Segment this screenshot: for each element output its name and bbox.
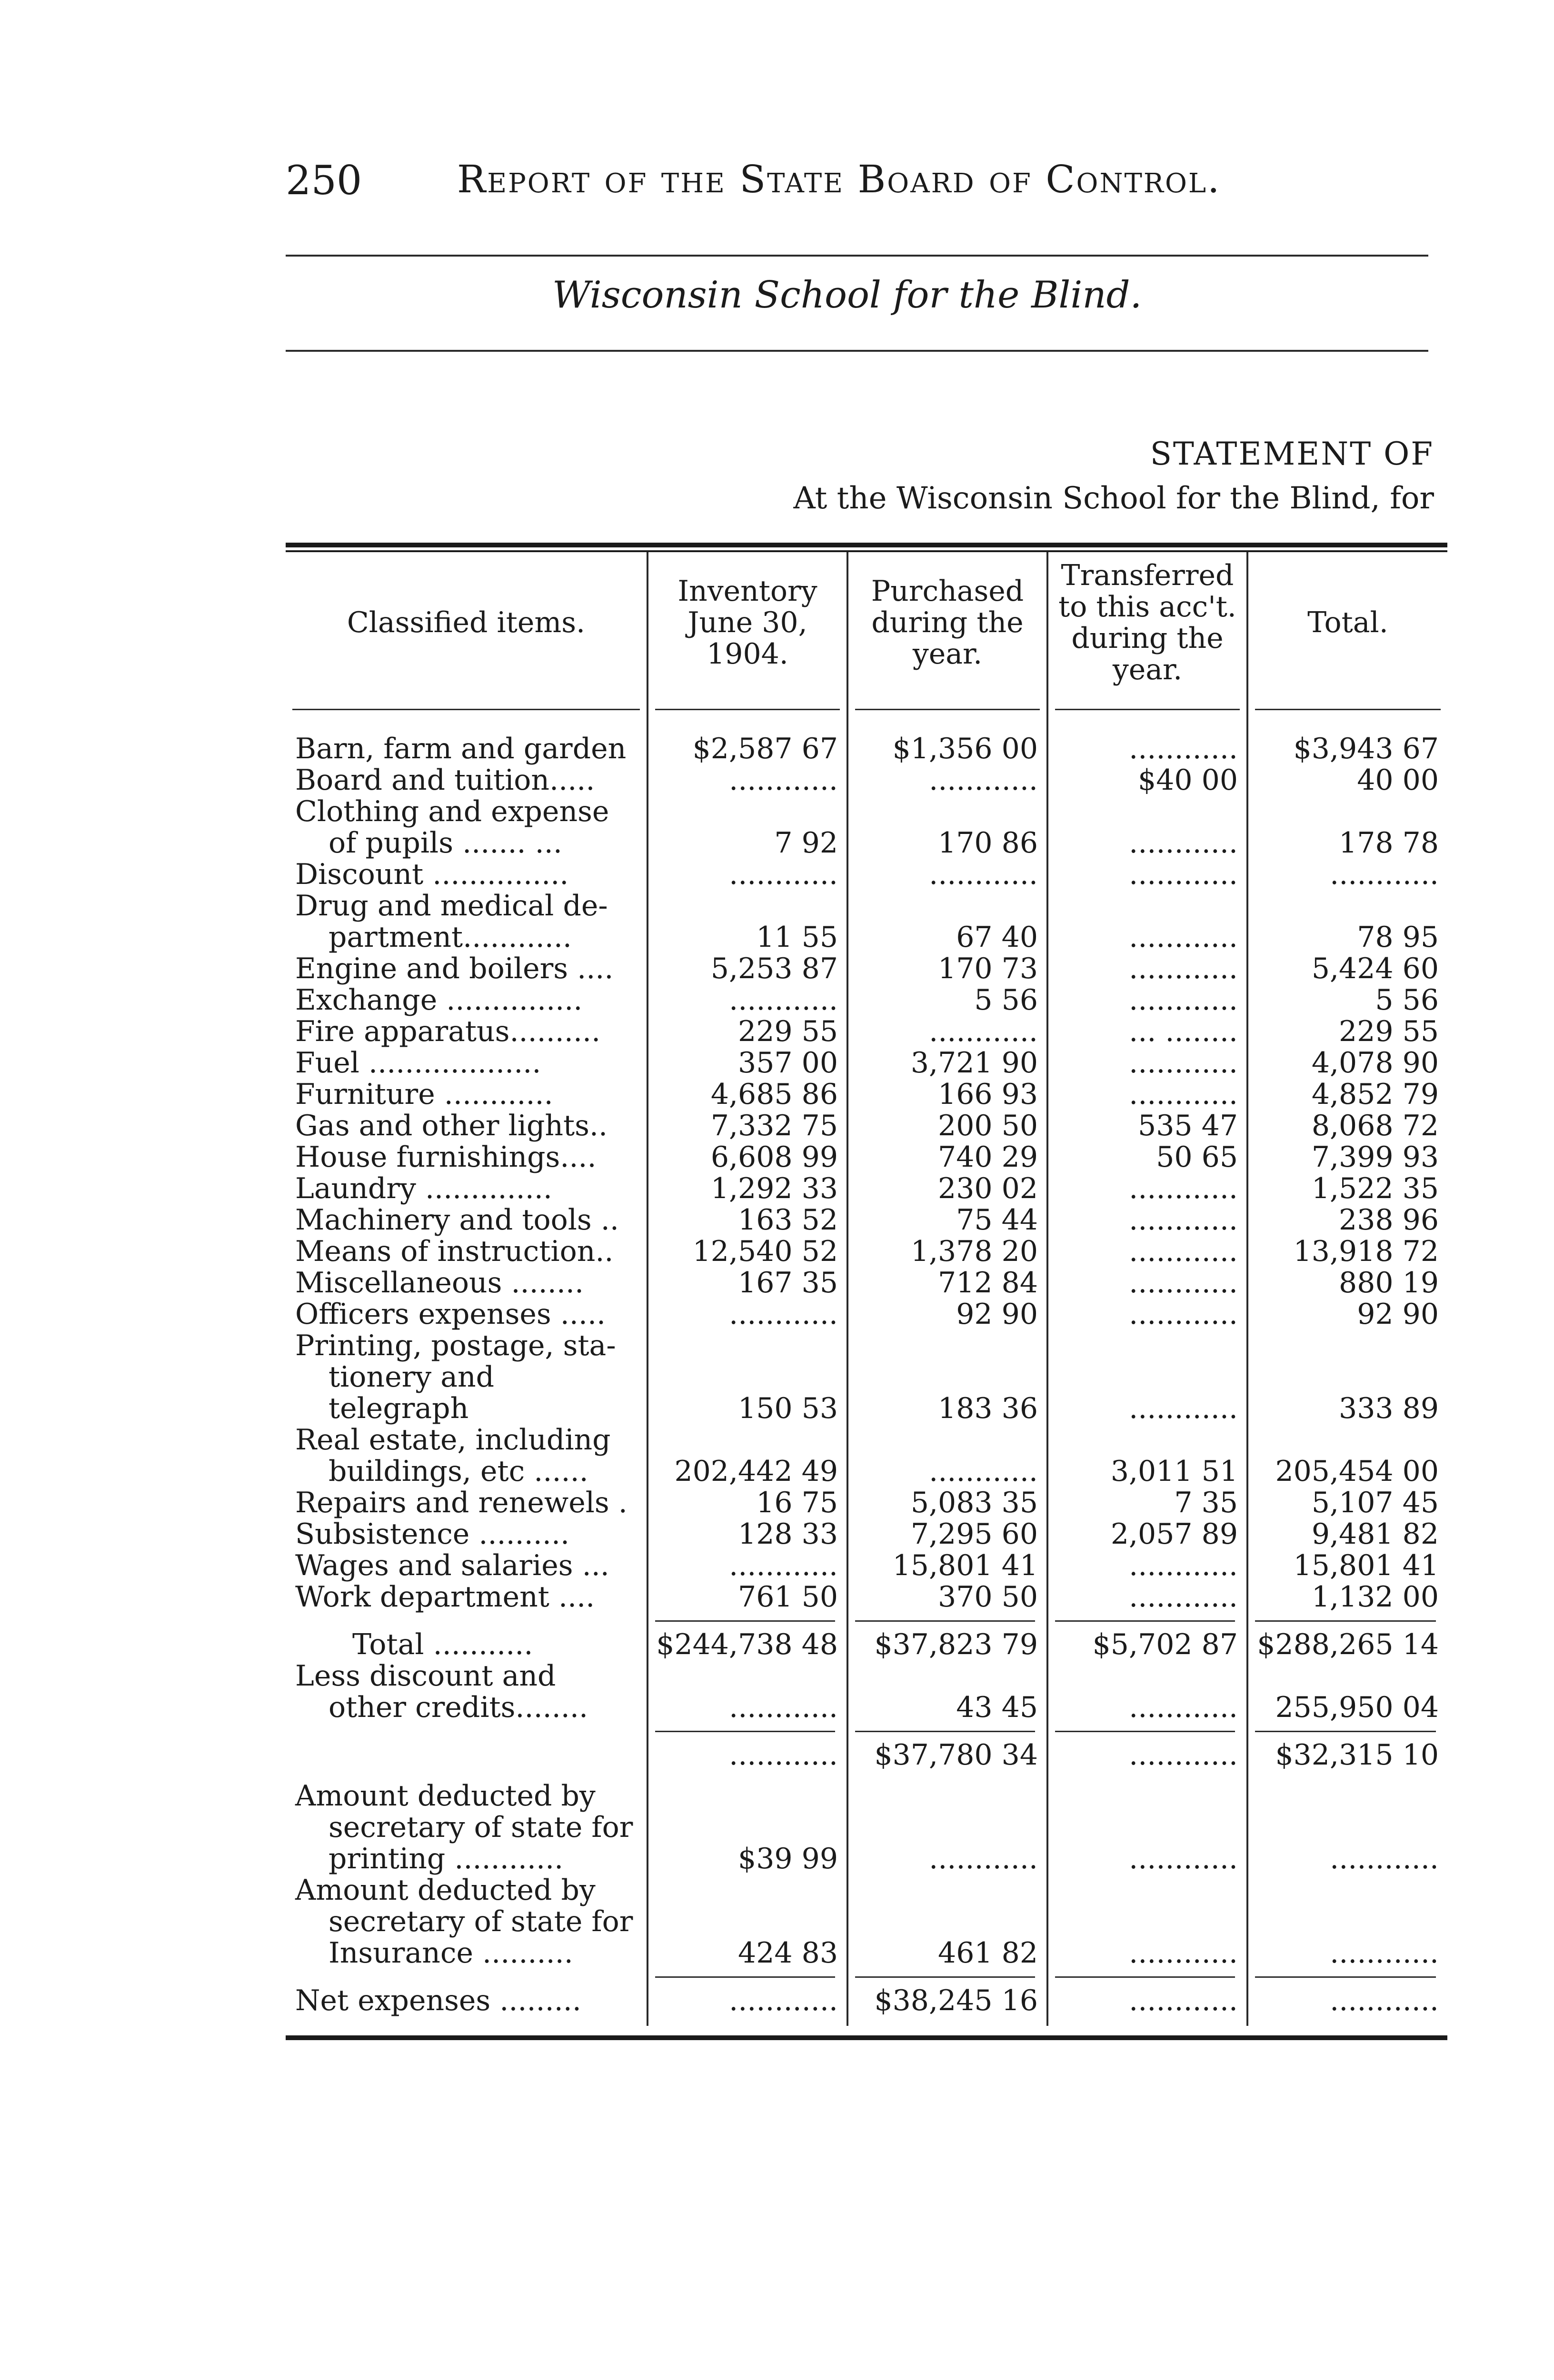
item-label	[286, 1299, 648, 1330]
cell-purchased: 15,801 41	[847, 1550, 1047, 1581]
cell-inventory: 229 55	[648, 1016, 847, 1047]
column-header-total: Total.	[1247, 552, 1447, 712]
cell-inventory: 150 53	[648, 1330, 847, 1424]
item-label-line: Printing, postage, sta-	[295, 1329, 616, 1362]
spacer-row	[286, 1771, 1447, 1780]
item-label-line: Gas and other lights..	[295, 1109, 608, 1142]
cell-total: 238 96	[1247, 1204, 1447, 1236]
cell-inventory: 1,292 33	[648, 1173, 847, 1204]
table-row	[286, 1173, 1447, 1204]
cell-purchased: $1,356 00	[847, 733, 1047, 764]
cell-transferred: ............	[1047, 890, 1247, 953]
cell-total: 333 89	[1247, 1330, 1447, 1424]
cell-total: 5 56	[1247, 984, 1447, 1016]
item-label	[286, 1518, 648, 1550]
cell-transferred: 50 65	[1047, 1141, 1247, 1173]
cell-inventory: 5,253 87	[648, 953, 847, 984]
separator-row	[286, 1613, 1447, 1629]
cell-total: 5,107 45	[1247, 1487, 1447, 1518]
item-label	[286, 1874, 648, 1969]
statement-table	[286, 552, 1447, 2026]
cell-transferred: ... ........	[1047, 1016, 1247, 1047]
cell-transferred: ............	[1047, 1550, 1247, 1581]
item-label	[286, 1079, 648, 1110]
item-label-line: Fuel ...................	[295, 1046, 541, 1080]
cell-purchased: 1,378 20	[847, 1236, 1047, 1267]
item-label-line: Insurance ..........	[329, 1936, 573, 1970]
cell-purchased: 5 56	[847, 984, 1047, 1016]
cell-purchased: ............	[847, 764, 1047, 796]
item-label-line: Real estate, including	[295, 1423, 611, 1457]
cell-total: $3,943 67	[1247, 733, 1447, 764]
cell-purchased: $38,245 16	[847, 1985, 1047, 2016]
cell-total: 229 55	[1247, 1016, 1447, 1047]
item-label-line: buildings, etc ......	[329, 1455, 588, 1488]
statement-subtitle: At the Wisconsin School for the Blind, for	[793, 481, 1434, 516]
cell-total: 4,078 90	[1247, 1047, 1447, 1079]
cell-purchased: 170 86	[847, 796, 1047, 859]
item-label	[286, 1141, 648, 1173]
item-label	[286, 890, 648, 953]
cell-total: ............	[1247, 1874, 1447, 1969]
cell-inventory: 16 75	[648, 1487, 847, 1518]
separator-row	[286, 1969, 1447, 1985]
item-label-line: Repairs and renewels .	[295, 1486, 628, 1519]
net-expenses-row	[286, 1985, 1447, 2016]
table-row	[286, 1424, 1447, 1487]
running-head: Report of the State Board of Control.	[457, 157, 1221, 201]
item-label	[286, 1236, 648, 1267]
table-row	[286, 733, 1447, 764]
item-label-line: of pupils ....... ...	[329, 826, 562, 860]
cell-transferred: ............	[1047, 1330, 1247, 1424]
cell-purchased: 5,083 35	[847, 1487, 1047, 1518]
item-label-line: other credits........	[329, 1691, 588, 1724]
table-row	[286, 1299, 1447, 1330]
cell-inventory: $2,587 67	[648, 733, 847, 764]
item-label-line: secretary of state for	[329, 1905, 633, 1938]
item-label-line: printing ............	[329, 1842, 564, 1875]
item-label	[286, 1330, 648, 1424]
table-row	[286, 796, 1447, 859]
cell-purchased: 3,721 90	[847, 1047, 1047, 1079]
cell-inventory: $39 99	[648, 1780, 847, 1874]
table-row	[286, 1047, 1447, 1079]
item-label	[286, 984, 648, 1016]
cell-transferred: 3,011 51	[1047, 1424, 1247, 1487]
table-row	[286, 1518, 1447, 1550]
item-label	[286, 1424, 648, 1487]
table-top-rule	[286, 543, 1447, 552]
cell-transferred: 2,057 89	[1047, 1518, 1247, 1550]
cell-inventory: 7 92	[648, 796, 847, 859]
item-label	[286, 733, 648, 764]
cell-transferred: ............	[1047, 1299, 1247, 1330]
cell-purchased: 200 50	[847, 1110, 1047, 1141]
item-label	[286, 764, 648, 796]
cell-inventory: 11 55	[648, 890, 847, 953]
item-label: Total ...........	[352, 1628, 533, 1661]
cell-purchased: 166 93	[847, 1079, 1047, 1110]
cell-total: 92 90	[1247, 1299, 1447, 1330]
cell-transferred: 535 47	[1047, 1110, 1247, 1141]
item-label-line: Board and tuition.....	[295, 764, 595, 797]
cell-transferred: ............	[1047, 984, 1247, 1016]
cell-transferred: ............	[1047, 1739, 1247, 1771]
cell-purchased: 43 45	[847, 1660, 1047, 1723]
table-row	[286, 1550, 1447, 1581]
cell-transferred: ............	[1047, 1236, 1247, 1267]
cell-inventory: ............	[648, 1299, 847, 1330]
cell-inventory: 761 50	[648, 1581, 847, 1613]
table-row	[286, 953, 1447, 984]
cell-purchased: $37,780 34	[847, 1739, 1047, 1771]
statement-table-wrap	[286, 543, 1447, 2040]
cell-total: 205,454 00	[1247, 1424, 1447, 1487]
cell-total: 78 95	[1247, 890, 1447, 953]
cell-total: 15,801 41	[1247, 1550, 1447, 1581]
item-label	[286, 1780, 648, 1874]
cell-inventory: 167 35	[648, 1267, 847, 1299]
section-rule	[286, 350, 1428, 352]
table-row	[286, 1267, 1447, 1299]
item-label	[286, 1487, 648, 1518]
cell-transferred: ............	[1047, 1204, 1247, 1236]
cell-purchased: 230 02	[847, 1173, 1047, 1204]
cell-transferred: ............	[1047, 1780, 1247, 1874]
cell-inventory: ............	[648, 1550, 847, 1581]
cell-inventory: ............	[648, 859, 847, 890]
cell-transferred: $5,702 87	[1047, 1629, 1247, 1660]
item-label	[286, 1047, 648, 1079]
table-row	[286, 1204, 1447, 1236]
separator-row	[286, 1723, 1447, 1739]
cell-purchased: 461 82	[847, 1874, 1047, 1969]
cell-inventory: ............	[648, 1985, 847, 2016]
item-label	[286, 859, 648, 890]
item-label	[286, 953, 648, 984]
cell-transferred: 7 35	[1047, 1487, 1247, 1518]
cell-inventory: $244,738 48	[648, 1629, 847, 1660]
cell-purchased: 740 29	[847, 1141, 1047, 1173]
item-label-line: Amount deducted by	[295, 1779, 596, 1813]
item-label-line: Subsistence ..........	[295, 1517, 570, 1551]
item-label-line: Engine and boilers ....	[295, 952, 614, 985]
table-row	[286, 890, 1447, 953]
table-row	[286, 859, 1447, 890]
deduct-ins-row	[286, 1874, 1447, 1969]
cell-inventory: ............	[648, 984, 847, 1016]
cell-inventory: 4,685 86	[648, 1079, 847, 1110]
cell-transferred: $40 00	[1047, 764, 1247, 796]
item-label	[286, 1110, 648, 1141]
cell-transferred: ............	[1047, 953, 1247, 984]
item-label	[286, 1660, 648, 1723]
table-bottom-rule	[286, 2035, 1447, 2040]
cell-total: 1,522 35	[1247, 1173, 1447, 1204]
deduct-print-row	[286, 1780, 1447, 1874]
item-label-line: Drug and medical de-	[295, 889, 608, 922]
item-label-line: Clothing and expense	[295, 795, 609, 828]
item-label-line: Work department ....	[295, 1580, 595, 1614]
cell-transferred: ............	[1047, 1173, 1247, 1204]
item-label-line: Wages and salaries ...	[295, 1549, 609, 1582]
cell-purchased: 75 44	[847, 1204, 1047, 1236]
table-row	[286, 1141, 1447, 1173]
item-label	[286, 1173, 648, 1204]
column-header-items: Classified items.	[286, 552, 648, 712]
cell-inventory: 202,442 49	[648, 1424, 847, 1487]
cell-total: 9,481 82	[1247, 1518, 1447, 1550]
cell-transferred: ............	[1047, 1581, 1247, 1613]
statement-title: STATEMENT OF	[1150, 436, 1434, 472]
item-label-line: Officers expenses .....	[295, 1298, 606, 1331]
item-label-line: Amount deducted by	[295, 1874, 596, 1907]
item-label-line: Laundry ..............	[295, 1172, 552, 1205]
cell-inventory: ............	[648, 1739, 847, 1771]
table-header-row	[286, 552, 1447, 712]
cell-total: 40 00	[1247, 764, 1447, 796]
table-row	[286, 764, 1447, 796]
cell-transferred: ............	[1047, 859, 1247, 890]
header-rule	[286, 255, 1428, 257]
cell-total: 255,950 04	[1247, 1660, 1447, 1723]
cell-purchased: 7,295 60	[847, 1518, 1047, 1550]
item-label-line: secretary of state for	[329, 1811, 633, 1844]
item-label	[286, 1016, 648, 1047]
cell-transferred: ............	[1047, 1047, 1247, 1079]
cell-purchased: ............	[847, 1780, 1047, 1874]
cell-transferred: ............	[1047, 1874, 1247, 1969]
item-label	[286, 1550, 648, 1581]
cell-transferred: ............	[1047, 1079, 1247, 1110]
cell-total: 8,068 72	[1247, 1110, 1447, 1141]
table-row	[286, 1330, 1447, 1424]
item-label	[286, 1739, 648, 1771]
cell-inventory: 163 52	[648, 1204, 847, 1236]
item-label-line: partment............	[329, 921, 572, 954]
cell-transferred: ............	[1047, 1267, 1247, 1299]
cell-total: $32,315 10	[1247, 1739, 1447, 1771]
cell-inventory: ............	[648, 764, 847, 796]
table-row	[286, 1079, 1447, 1110]
cell-total: ............	[1247, 859, 1447, 890]
cell-total: 13,918 72	[1247, 1236, 1447, 1267]
item-label	[286, 1204, 648, 1236]
item-label-line: Fire apparatus..........	[295, 1015, 601, 1048]
cell-transferred: ............	[1047, 1985, 1247, 2016]
table-row	[286, 1016, 1447, 1047]
item-label-line: tionery and telegraph	[329, 1360, 495, 1425]
cell-total: 880 19	[1247, 1267, 1447, 1299]
cell-purchased: 183 36	[847, 1330, 1047, 1424]
item-label-line: Barn, farm and garden	[295, 732, 627, 765]
section-title: Wisconsin School for the Blind.	[552, 274, 1142, 317]
cell-purchased: 92 90	[847, 1299, 1047, 1330]
column-header-transferred: Transferred to this acc't. during the year.	[1047, 552, 1247, 712]
less-discount-row	[286, 1660, 1447, 1723]
cell-inventory: 128 33	[648, 1518, 847, 1550]
column-header-inventory: Inventory June 30, 1904.	[648, 552, 847, 712]
table-row	[286, 984, 1447, 1016]
cell-total: 178 78	[1247, 796, 1447, 859]
item-label	[286, 796, 648, 859]
cell-transferred: ............	[1047, 796, 1247, 859]
item-label-line: Exchange ...............	[295, 983, 583, 1017]
cell-inventory: ............	[648, 1660, 847, 1723]
item-label-line: Machinery and tools ..	[295, 1203, 619, 1237]
item-label: Net expenses .........	[295, 1984, 581, 2017]
cell-inventory: 12,540 52	[648, 1236, 847, 1267]
total-row	[286, 1629, 1447, 1660]
cell-purchased: 370 50	[847, 1581, 1047, 1613]
column-header-purchased: Purchased during the year.	[847, 552, 1047, 712]
cell-total: ............	[1247, 1985, 1447, 2016]
cell-purchased: ............	[847, 859, 1047, 890]
cell-total: 5,424 60	[1247, 953, 1447, 984]
cell-total: 1,132 00	[1247, 1581, 1447, 1613]
cell-total: ............	[1247, 1780, 1447, 1874]
cell-purchased: ............	[847, 1424, 1047, 1487]
item-label-line: Miscellaneous ........	[295, 1266, 584, 1299]
item-label-line: House furnishings....	[295, 1140, 597, 1174]
cell-total: 4,852 79	[1247, 1079, 1447, 1110]
item-label-line: Furniture ............	[295, 1078, 553, 1111]
cell-total: $288,265 14	[1247, 1629, 1447, 1660]
table-row	[286, 1487, 1447, 1518]
item-label-line: Less discount and	[295, 1659, 556, 1693]
cell-inventory: 424 83	[648, 1874, 847, 1969]
net-after-credits-row	[286, 1739, 1447, 1771]
cell-purchased: $37,823 79	[847, 1629, 1047, 1660]
cell-inventory: 6,608 99	[648, 1141, 847, 1173]
cell-purchased: 67 40	[847, 890, 1047, 953]
item-label-line: Discount ...............	[295, 858, 569, 891]
table-row	[286, 1236, 1447, 1267]
spacer-row	[286, 2016, 1447, 2026]
cell-transferred: ............	[1047, 733, 1247, 764]
item-label-line: Means of instruction..	[295, 1235, 614, 1268]
item-label	[286, 1581, 648, 1613]
cell-purchased: 712 84	[847, 1267, 1047, 1299]
cell-total: 7,399 93	[1247, 1141, 1447, 1173]
cell-transferred: ............	[1047, 1660, 1247, 1723]
cell-purchased: 170 73	[847, 953, 1047, 984]
table-row	[286, 1110, 1447, 1141]
cell-inventory: 7,332 75	[648, 1110, 847, 1141]
table-row	[286, 1581, 1447, 1613]
cell-purchased: ............	[847, 1016, 1047, 1047]
page-number: 250	[286, 157, 362, 204]
item-label	[286, 1267, 648, 1299]
cell-inventory: 357 00	[648, 1047, 847, 1079]
